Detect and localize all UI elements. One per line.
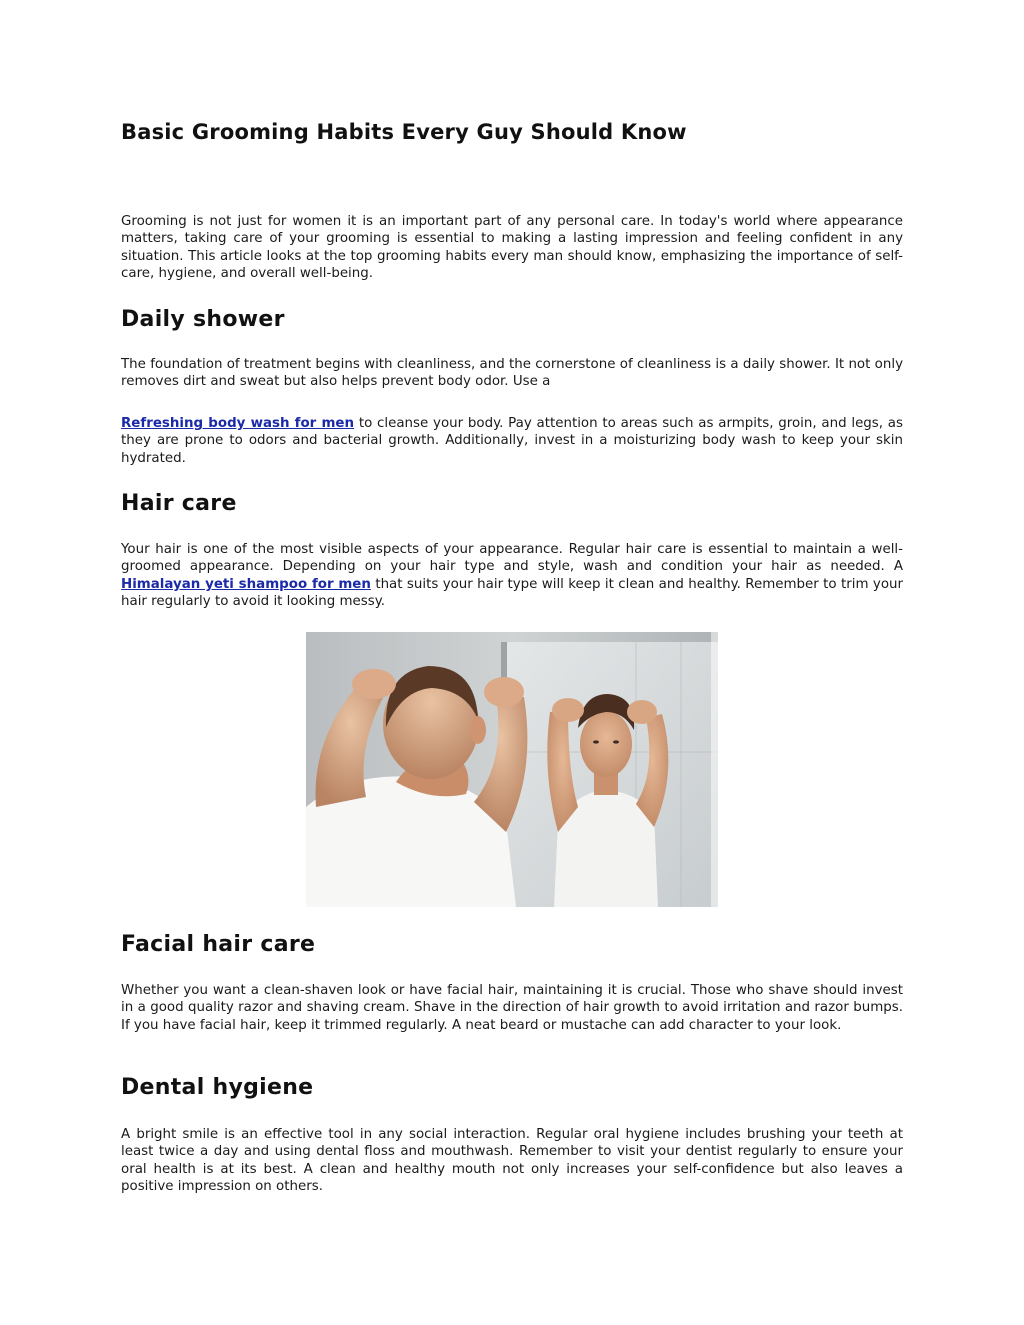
intro-paragraph: Grooming is not just for women it is an important part of any personal care. In today's world where appearance matters, taking care of your grooming is essential to making a lasting impression and feeling confident in any situation. This article looks at the top grooming habits every man should know, emphasizing the importance of self-care, hygiene, and overall well-being. [121,214,903,281]
page-title: Basic Grooming Habits Every Guy Should Know [121,120,687,144]
heading-dental-hygiene: Dental hygiene [121,1075,314,1100]
heading-facial-hair-care: Facial hair care [121,932,316,957]
hair-care-text-after: that suits your hair type will keep it clean and healthy. Remember to trim your hair regularly to avoid it looking messy. [121,576,904,609]
hair-care-text-before: Your hair is one of the most visible aspects of your appearance. Regular hair care is essential to maintain a well-groomed appearance. Depending on your hair type and style, wash and condition your hair as needed. A [121,542,903,575]
heading-daily-shower: Daily shower [121,307,285,332]
body-wash-link[interactable]: Refreshing body wash for men [121,416,355,431]
dental-paragraph: A bright smile is an effective tool in any social interaction. Regular oral hygiene includes brushing your teeth at least twice a day and using dental floss and mouthwash. Remember to visit your dentist regularly to ensure your oral health is at its best. A clean and healthy mouth not only increases your self-confidence but also leaves a positive impression on others. [121,1127,903,1194]
daily-shower-paragraph-2 [121,415,903,467]
shampoo-link[interactable]: Himalayan yeti shampoo for men [121,576,371,592]
heading-hair-care: Hair care [121,491,237,516]
hair-care-paragraph [121,541,903,610]
facial-hair-paragraph: Whether you want a clean-shaven look or have facial hair, maintaining it is crucial. Those who shave should invest in a good quality razor and shaving cream. Shave in the direction of hair growth to avoid irritation and razor bumps. If you have facial hair, keep it trimmed regularly. A neat beard or mustache can add character to your look. [121,983,903,1033]
daily-shower-paragraph-1: The foundation of treatment begins with cleanliness, and the cornerstone of cleanliness is a daily shower. It not only removes dirt and sweat but also helps prevent body odor. Use a [121,357,903,390]
man-styling-hair-mirror-image [306,632,718,907]
daily-shower-paragraph-2-text: to cleanse your body. Pay attention to areas such as armpits, groin, and legs, as they are prone to odors and bacterial growth. Additionally, invest in a moisturizing body wash to keep your skin hydrated. [121,416,903,466]
